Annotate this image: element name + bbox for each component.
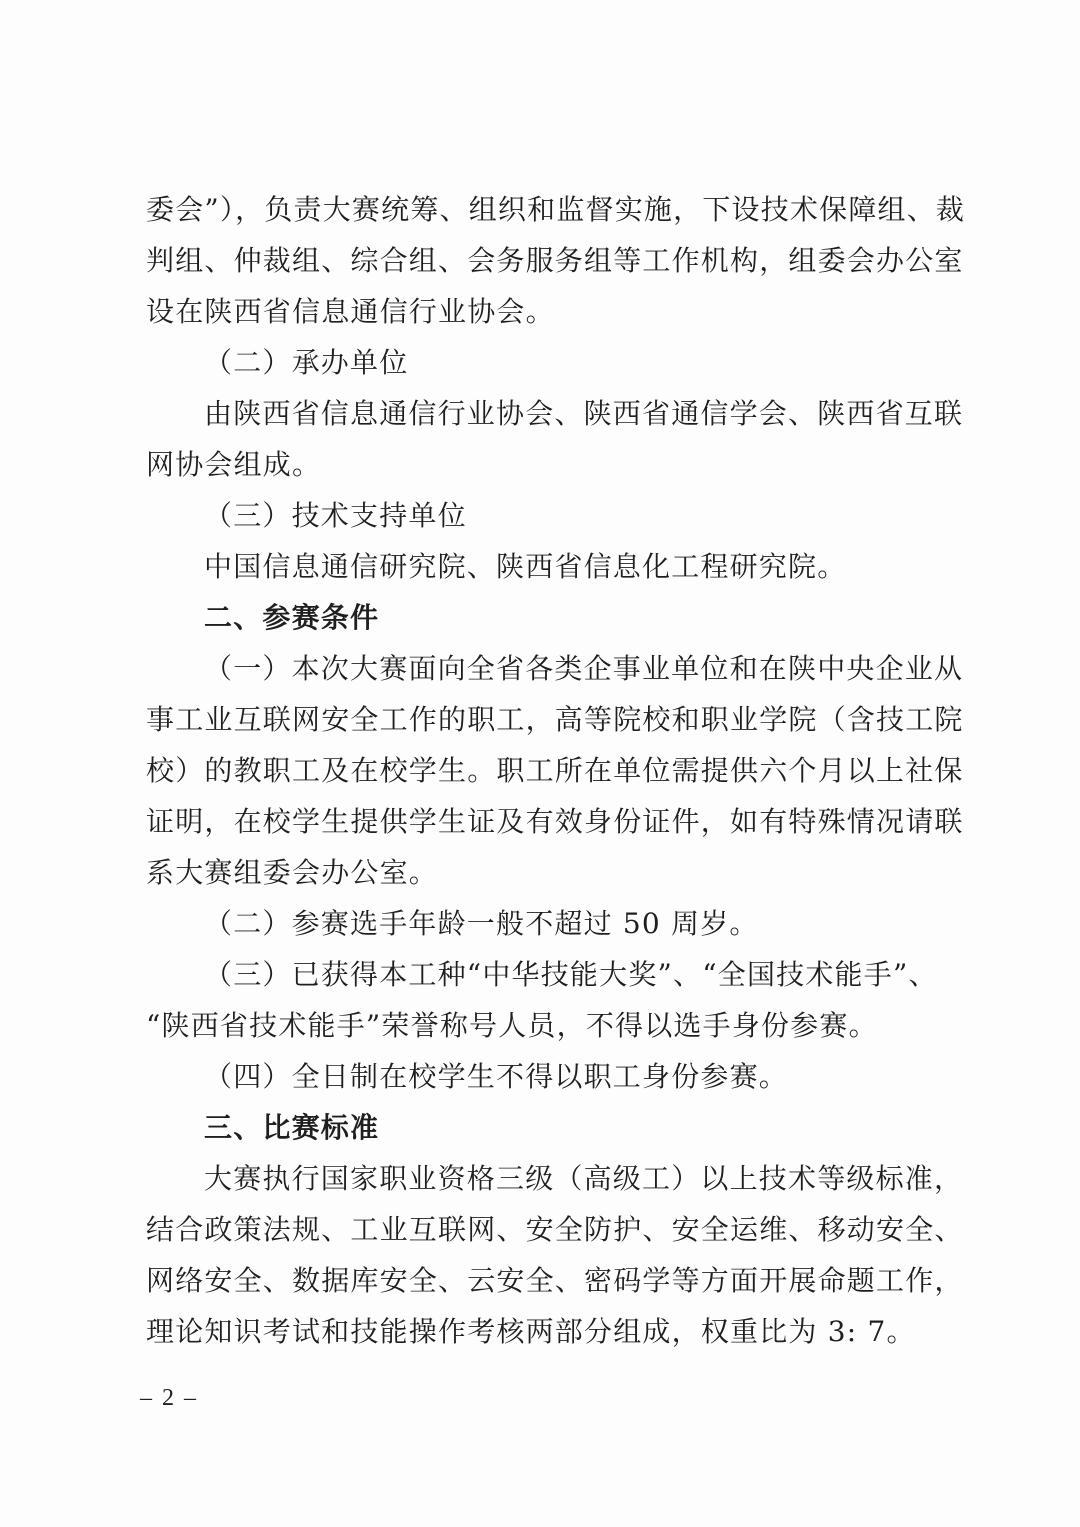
body-text-line: （二）参赛选手年龄一般不超过 50 周岁。 (204, 907, 759, 940)
body-text-line: 由陕西省信息通信行业协会、陕西省通信学会、陕西省互联 (204, 397, 964, 430)
document-body (146, 184, 966, 1357)
body-text-line: 校）的教职工及在校学生。职工所在单位需提供六个月以上社保 (146, 754, 964, 787)
body-text-line: 中国信息通信研究院、陕西省信息化工程研究院。 (204, 550, 847, 583)
body-text-line: （四）全日制在校学生不得以职工身份参赛。 (204, 1060, 789, 1093)
body-text-line: “陕西省技术能手”荣誉称号人员，不得以选手身份参赛。 (146, 1009, 878, 1042)
section-heading: 二、参赛条件 (204, 601, 380, 634)
body-text-line: 证明，在校学生提供学生证及有效身份证件，如有特殊情况请联 (146, 805, 964, 838)
body-text-line: 事工业互联网安全工作的职工，高等院校和职业学院（含技工院 (146, 703, 964, 736)
body-text-line: （三）已获得本工种“中华技能大奖”、“全国技术能手”、 (204, 958, 938, 991)
body-text-line: 委会”），负责大赛统筹、组织和监督实施，下设技术保障组、裁 (146, 193, 966, 226)
body-text-line: 判组、仲裁组、综合组、会务服务组等工作机构，组委会办公室 (146, 244, 964, 277)
subsection-title: （三）技术支持单位 (204, 499, 467, 532)
body-text-line: （一）本次大赛面向全省各类企事业单位和在陕中央企业从 (204, 652, 964, 685)
section-heading: 三、比赛标准 (204, 1111, 380, 1144)
body-text-line: 结合政策法规、工业互联网、安全防护、安全运维、移动安全、 (146, 1213, 964, 1246)
body-text-line: 理论知识考试和技能操作考核两部分组成，权重比为 3: 7。 (146, 1315, 916, 1348)
body-text-line: 大赛执行国家职业资格三级（高级工）以上技术等级标准， (204, 1162, 964, 1195)
page-number: – 2 – (140, 1385, 198, 1411)
body-text-line: 系大赛组委会办公室。 (146, 856, 439, 889)
subsection-title: （二）承办单位 (204, 346, 409, 379)
body-text-line: 网络安全、数据库安全、云安全、密码学等方面开展命题工作， (146, 1264, 964, 1297)
body-text-line: 网协会组成。 (146, 448, 322, 481)
body-text-line: 设在陕西省信息通信行业协会。 (146, 295, 555, 328)
